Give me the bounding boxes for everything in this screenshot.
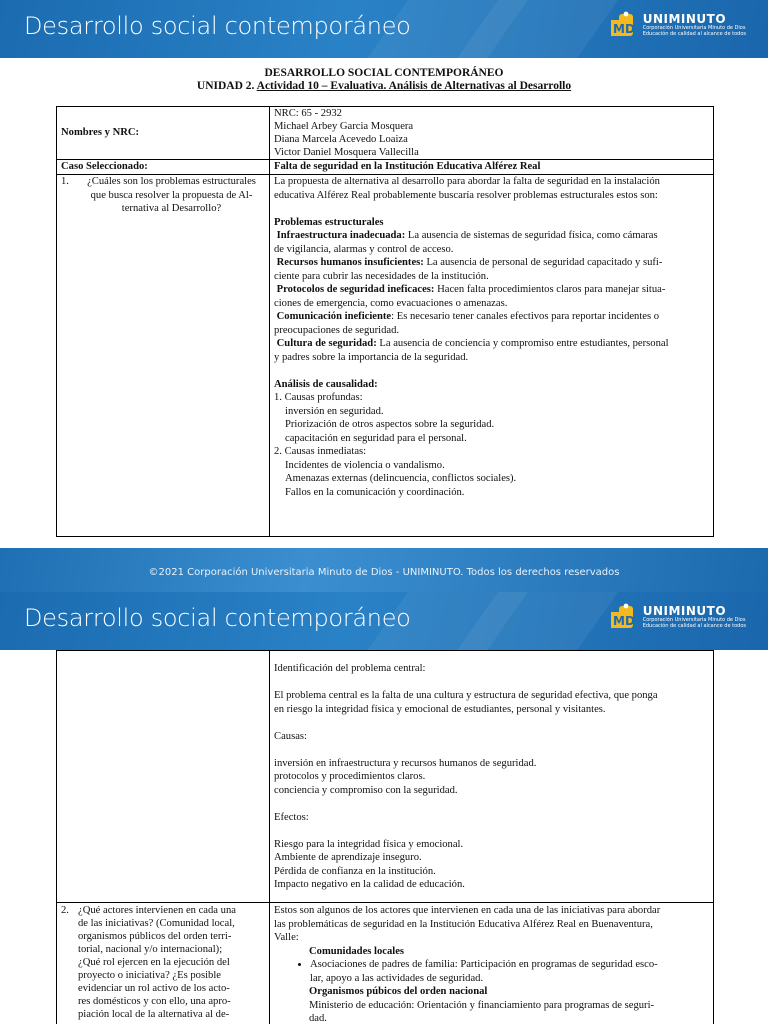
problem-item-cont: ciones de emergencia, como evacuaciones o amenazas. bbox=[274, 297, 508, 309]
answer-text: El problema central es la falta de una cultura y estructura de seguridad efectiva, que ponga bbox=[274, 690, 658, 701]
student-name: Victor Daniel Mosquera Vallecilla bbox=[274, 147, 419, 158]
student-name: Diana Marcela Acevedo Loaiza bbox=[274, 134, 408, 145]
md-logo-icon bbox=[609, 602, 639, 632]
names-label: Nombres y NRC: bbox=[61, 127, 140, 138]
section-title: Análisis de causalidad: bbox=[274, 378, 378, 390]
actor-list bbox=[274, 958, 710, 985]
activity-title: Actividad 10 – Evaluativa. Análisis de Alternativas al Desarrollo bbox=[256, 80, 572, 92]
subsection-title: 1. Causas profundas: bbox=[274, 392, 363, 403]
svg-text:MD: MD bbox=[612, 614, 635, 628]
answer-text: las problemáticas de seguridad en la Institución Educativa Alférez Real en Buenaventura, bbox=[274, 918, 653, 930]
document-title: DESARROLLO SOCIAL CONTEMPORÁNEO bbox=[264, 67, 504, 79]
answer-text: en riesgo la integridad física y emocional de estudiantes, personal y visitantes. bbox=[274, 703, 606, 715]
section-title: Problemas estructurales bbox=[274, 216, 384, 228]
question-2 bbox=[61, 904, 265, 1021]
banner-title: Desarrollo social contemporáneo bbox=[24, 12, 411, 40]
cause-item: protocolos y procedimientos claros. bbox=[274, 771, 426, 782]
question-line: res domésticos y con ello, una apro- bbox=[78, 996, 231, 1007]
student-name: Michael Arbey Garcia Mosquera bbox=[274, 121, 414, 132]
cause-item: inversión en infraestructura y recursos humanos de seguridad. bbox=[274, 757, 537, 769]
effect-item: Riesgo para la integridad física y emocional. bbox=[274, 838, 464, 850]
cause-item: conciencia y compromiso con la seguridad. bbox=[274, 784, 458, 796]
answer-text: Valle: bbox=[274, 932, 299, 943]
logo-line2: Educación de calidad al alcance de todos bbox=[642, 623, 746, 629]
question-line: piación local de la alternativa al de- bbox=[78, 1009, 230, 1020]
problem-item-cont: ciente para cubrir las necesidades de la institución. bbox=[274, 270, 489, 282]
problem-item: Recursos humanos insuficientes: La ausencia de personal de seguridad capacitado y sufi- bbox=[276, 257, 663, 268]
cause-item: Fallos en la comunicación y coordinación. bbox=[285, 486, 465, 498]
answer-text: educativa Alférez Real probablemente buscaría resolver problemas estructurales estos son: bbox=[274, 189, 658, 201]
cause-item: Amenazas externas (delincuencia, conflictos sociales). bbox=[285, 473, 517, 484]
svg-text:MD: MD bbox=[612, 22, 635, 36]
actor-item: Ministerio de educación: Orientación y financiamiento para programas de seguri- bbox=[309, 999, 655, 1011]
actor-item: dad. bbox=[309, 1013, 327, 1024]
question-line: ¿Qué actores intervienen en cada una bbox=[78, 905, 236, 916]
effect-item: Ambiente de aprendizaje inseguro. bbox=[274, 852, 422, 863]
question-line: proyecto o iniciativa? ¿Es posible bbox=[78, 970, 221, 981]
question-number: 1. bbox=[61, 176, 69, 187]
effect-item: Pérdida de confianza en la institución. bbox=[274, 865, 436, 877]
question-line: ternativa al Desarrollo? bbox=[121, 203, 222, 214]
problem-item: Protocolos de seguridad ineficaces: Hacen falta procedimientos claros para manejar situa- bbox=[276, 284, 666, 295]
problem-item-cont: preocupaciones de seguridad. bbox=[274, 324, 400, 336]
logo-name: UNIMINUTO bbox=[642, 12, 727, 26]
section-title: Efectos: bbox=[274, 811, 309, 823]
question-1 bbox=[61, 175, 265, 216]
copyright-text: ©2021 Corporación Universitaria Minuto de Dios - UNIMINUTO. Todos los derechos reservados bbox=[148, 567, 620, 578]
uniminuto-logo bbox=[609, 602, 746, 632]
cause-item: capacitación en seguridad para el personal. bbox=[285, 432, 467, 444]
actor-group-title: Comunidades locales bbox=[309, 945, 405, 957]
banner-title: Desarrollo social contemporáneo bbox=[24, 604, 411, 632]
document-heading bbox=[0, 67, 768, 93]
section-title: Identificación del problema central: bbox=[274, 663, 426, 674]
problem-item: Infraestructura inadecuada: La ausencia de sistemas de seguridad física, como cámaras bbox=[276, 230, 658, 241]
effect-item: Impacto negativo en la calidad de educación. bbox=[274, 879, 465, 890]
case-value: Falta de seguridad en la Institución Educativa Alférez Real bbox=[274, 161, 541, 172]
question-line: organismos públicos del orden terri- bbox=[78, 931, 232, 942]
question-line: que busca resolver la propuesta de Al- bbox=[90, 189, 253, 201]
logo-name: UNIMINUTO bbox=[642, 604, 727, 618]
nrc-value: NRC: 65 - 2932 bbox=[274, 108, 342, 119]
problem-item-cont: de vigilancia, alarmas y control de acceso. bbox=[274, 243, 454, 255]
problem-item-cont: y padres sobre la importancia de la seguridad. bbox=[274, 351, 469, 363]
cause-item: inversión en seguridad. bbox=[285, 405, 384, 417]
logo-line1: Corporación Universitaria Minuto de Dios bbox=[642, 25, 746, 31]
unit-line: UNIDAD 2. Actividad 10 – Evaluativa. Análisis de Alternativas al Desarrollo bbox=[196, 80, 572, 92]
question-line: ¿Qué rol ejercen en la ejecución del bbox=[78, 957, 230, 968]
answer-2 bbox=[274, 904, 710, 1026]
logo-line2: Educación de calidad al alcance de todos bbox=[642, 31, 746, 37]
subsection-title: 2. Causas inmediatas: bbox=[274, 446, 367, 457]
question-line: de las iniciativas? (Comunidad local, bbox=[78, 918, 235, 929]
logo-line1: Corporación Universitaria Minuto de Dios bbox=[642, 617, 746, 623]
uniminuto-logo bbox=[609, 10, 746, 40]
actor-item: • Asociaciones de padres de familia: Participación en programas de seguridad esco- lar, apoyo a las actividades de seguridad. bbox=[310, 958, 710, 985]
names-list bbox=[274, 107, 419, 159]
question-line: evidenciar un rol activo de los acto- bbox=[78, 983, 230, 994]
section-title: Causas: bbox=[274, 730, 307, 742]
page-header-banner bbox=[0, 592, 768, 650]
answer-1 bbox=[274, 175, 710, 499]
answer-text: La propuesta de alternativa al desarrollo para abordar la falta de seguridad en la instalación bbox=[274, 176, 660, 187]
cause-item: Incidentes de violencia o vandalismo. bbox=[285, 459, 445, 471]
answer-text: Estos son algunos de los actores que intervienen en cada una de las iniciativas para abordar bbox=[274, 905, 661, 916]
answer-1-continued bbox=[274, 662, 710, 892]
question-line: ¿Cuáles son los problemas estructurales bbox=[87, 176, 256, 187]
problem-item: Comunicación ineficiente: Es necesario tener canales efectivos para reportar incidentes o bbox=[276, 311, 660, 322]
case-label: Caso Seleccionado: bbox=[61, 161, 148, 172]
question-number: 2. bbox=[61, 905, 69, 916]
question-line: torial, nacional y/o internacional); bbox=[78, 944, 223, 955]
md-logo-icon bbox=[609, 10, 639, 40]
problem-item: Cultura de seguridad: La ausencia de conciencia y compromiso entre estudiantes, personal bbox=[276, 338, 669, 349]
page-footer-banner bbox=[0, 548, 768, 598]
cause-item: Priorización de otros aspectos sobre la seguridad. bbox=[285, 419, 495, 430]
page-header-banner bbox=[0, 0, 768, 58]
actor-group-title: Organismos púbicos del orden nacional bbox=[309, 986, 488, 997]
